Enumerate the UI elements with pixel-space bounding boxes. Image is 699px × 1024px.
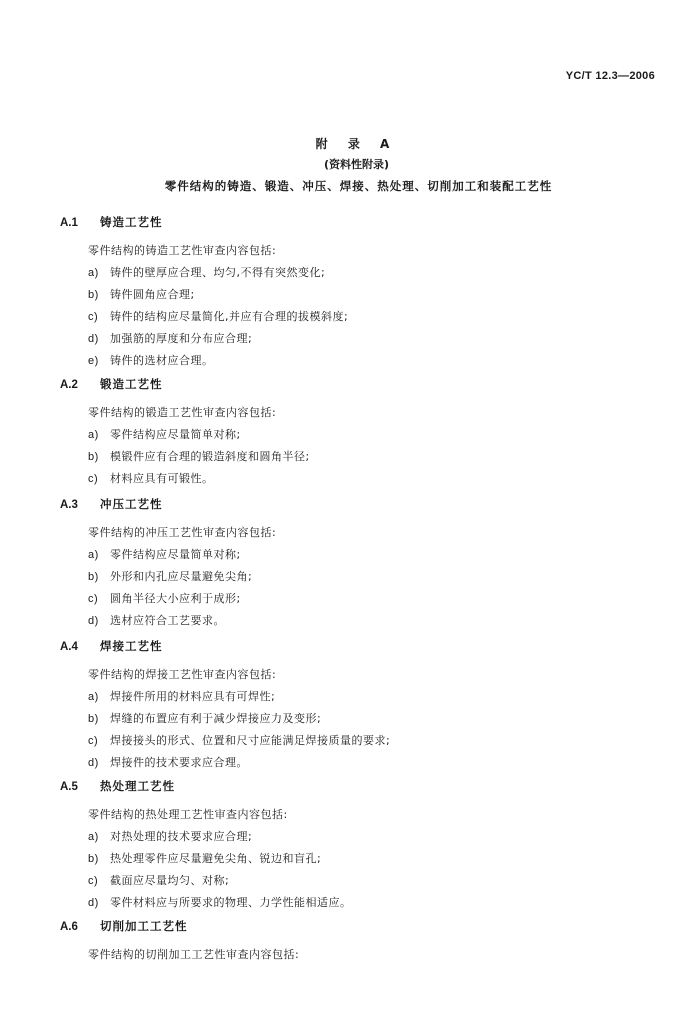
section-heading: [60, 916, 660, 936]
section-heading: [60, 212, 660, 232]
section-number: A.3: [60, 499, 78, 511]
section-number: A.2: [60, 379, 78, 391]
item-marker: d): [88, 615, 99, 627]
section-title: 热处理工艺性: [100, 779, 175, 793]
section-number: A.4: [60, 641, 78, 653]
section-number: A.6: [60, 921, 78, 933]
item-text: 铸件的结构应尽量简化,并应有合理的拔模斜度;: [110, 310, 349, 323]
section-heading: [60, 494, 660, 514]
item-text: 对热处理的技术要求应合理;: [110, 830, 253, 843]
item-text: 零件材料应与所要求的物理、力学性能相适应。: [110, 896, 352, 909]
item-marker: b): [88, 451, 99, 463]
section-a5: [60, 776, 660, 914]
item-marker: d): [88, 333, 99, 345]
annex-header: [0, 136, 699, 194]
list-item: [88, 708, 660, 730]
item-text: 焊缝的布置应有利于减少焊接应力及变形;: [110, 712, 322, 725]
section-heading: [60, 776, 660, 796]
section-a6: [60, 916, 660, 966]
item-text: 选材应符合工艺要求。: [110, 614, 225, 627]
item-marker: b): [88, 571, 99, 583]
item-marker: d): [88, 757, 99, 769]
item-marker: e): [88, 355, 99, 367]
item-marker: c): [88, 473, 99, 485]
item-text: 铸件圆角应合理;: [110, 288, 195, 301]
item-marker: b): [88, 289, 99, 301]
section-a2: [60, 374, 660, 490]
document-code: YC/T 12.3—2006: [565, 70, 655, 82]
item-text: 焊接件的技术要求应合理。: [110, 756, 248, 769]
annex-title: 附 录 A: [315, 137, 398, 151]
item-marker: a): [88, 429, 99, 441]
section-intro: 零件结构的热处理工艺性审查内容包括:: [88, 808, 288, 821]
section-title: 铸造工艺性: [100, 215, 163, 229]
list-item: [88, 350, 660, 372]
list-item: [88, 468, 660, 490]
section-a4: [60, 636, 660, 774]
item-marker: b): [88, 853, 99, 865]
list-item: [88, 306, 660, 328]
section-title: 切削加工工艺性: [100, 919, 188, 933]
item-text: 模锻件应有合理的锻造斜度和圆角半径;: [110, 450, 310, 463]
list-item: [88, 870, 660, 892]
item-text: 截面应尽量均匀、对称;: [110, 874, 230, 887]
item-text: 焊接接头的形式、位置和尺寸应能满足焊接质量的要求;: [110, 734, 391, 747]
list-item: [88, 848, 660, 870]
item-marker: d): [88, 897, 99, 909]
item-marker: b): [88, 713, 99, 725]
list-item: [88, 328, 660, 350]
section-title: 冲压工艺性: [100, 497, 163, 511]
section-number: A.1: [60, 217, 78, 229]
list-item: [88, 446, 660, 468]
item-marker: c): [88, 311, 99, 323]
item-text: 铸件的壁厚应合理、均匀,不得有突然变化;: [110, 266, 326, 279]
item-text: 材料应具有可锻性。: [110, 472, 214, 485]
item-marker: a): [88, 549, 99, 561]
section-intro: 零件结构的焊接工艺性审查内容包括:: [88, 668, 277, 681]
item-marker: c): [88, 593, 99, 605]
section-heading: [60, 374, 660, 394]
section-intro: 零件结构的冲压工艺性审查内容包括:: [88, 526, 277, 539]
section-intro: 零件结构的切削加工工艺性审查内容包括:: [88, 948, 300, 961]
item-text: 外形和内孔应尽量避免尖角;: [110, 570, 253, 583]
item-text: 零件结构应尽量简单对称;: [110, 548, 241, 561]
item-text: 热处理零件应尽量避免尖角、锐边和盲孔;: [110, 852, 322, 865]
item-text: 圆角半径大小应利于成形;: [110, 592, 241, 605]
list-item: [88, 424, 660, 446]
annex-subtitle: (资料性附录): [323, 158, 390, 171]
list-item: [88, 566, 660, 588]
list-item: [88, 284, 660, 306]
section-intro: 零件结构的铸造工艺性审查内容包括:: [88, 244, 277, 257]
section-title: 锻造工艺性: [100, 377, 163, 391]
section-number: A.5: [60, 781, 78, 793]
section-a3: [60, 494, 660, 632]
list-item: [88, 544, 660, 566]
list-item: [88, 588, 660, 610]
annex-heading: 零件结构的铸造、锻造、冲压、焊接、热处理、切削加工和装配工艺性: [164, 179, 553, 193]
item-text: 加强筋的厚度和分布应合理;: [110, 332, 253, 345]
list-item: [88, 262, 660, 284]
list-item: [88, 826, 660, 848]
list-item: [88, 892, 660, 914]
list-item: [88, 730, 660, 752]
item-text: 零件结构应尽量简单对称;: [110, 428, 241, 441]
item-text: 焊接件所用的材料应具有可焊性;: [110, 690, 276, 703]
list-item: [88, 752, 660, 774]
section-intro: 零件结构的锻造工艺性审查内容包括:: [88, 406, 277, 419]
item-marker: a): [88, 691, 99, 703]
section-a1: [60, 212, 660, 372]
item-marker: c): [88, 735, 99, 747]
section-heading: [60, 636, 660, 656]
item-marker: a): [88, 831, 99, 843]
list-item: [88, 610, 660, 632]
list-item: [88, 686, 660, 708]
item-text: 铸件的选材应合理。: [110, 354, 214, 367]
item-marker: a): [88, 267, 99, 279]
section-title: 焊接工艺性: [100, 639, 163, 653]
item-marker: c): [88, 875, 99, 887]
